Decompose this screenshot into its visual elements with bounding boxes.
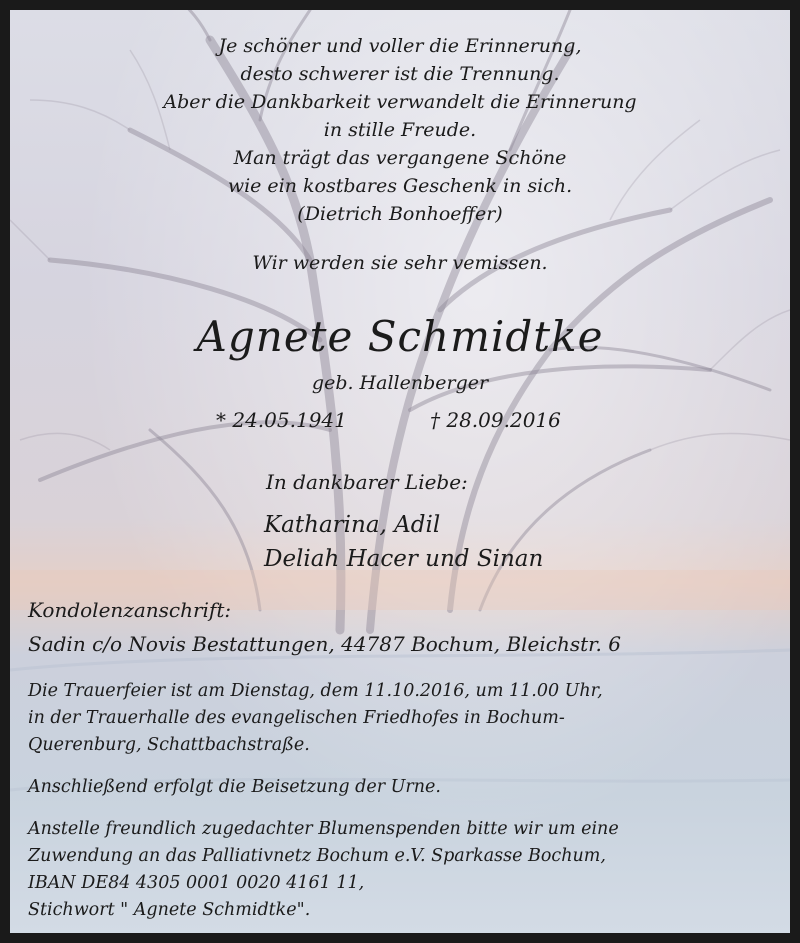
donation-line: IBAN DE84 4305 0001 0020 4161 11, xyxy=(28,873,365,893)
donation-line: Stichwort " Agnete Schmidtke". xyxy=(28,900,311,920)
funeral-line: Querenburg, Schattbachstraße. xyxy=(28,735,310,755)
condolence-address: Sadin c/o Novis Bestattungen, 44787 Bochum, Bleichstr. 6 xyxy=(28,632,621,656)
funeral-line: in der Trauerhalle des evangelischen Friedhofes in Bochum- xyxy=(28,708,565,728)
maiden-name: geb. Hallenberger xyxy=(311,372,489,394)
love-label: In dankbarer Liebe: xyxy=(266,470,468,494)
deceased-name: Agnete Schmidtke xyxy=(196,312,604,361)
burial-text: Anschließend erfolgt die Beisetzung der Urne. xyxy=(28,777,441,797)
funeral-line: Die Trauerfeier ist am Dienstag, dem 11.10.2016, um 11.00 Uhr, xyxy=(28,681,603,701)
donation-line: Anstelle freundlich zugedachter Blumenspenden bitte wir um eine xyxy=(28,819,619,839)
death-date: † 28.09.2016 xyxy=(430,408,561,432)
poem-line: wie ein kostbares Geschenk in sich. xyxy=(227,175,573,197)
family-line: Deliah Hacer und Sinan xyxy=(264,546,544,572)
poem xyxy=(10,32,790,228)
birth-date: * 24.05.1941 xyxy=(216,408,347,432)
poem-line: desto schwerer ist die Trennung. xyxy=(240,63,560,85)
poem-line: in stille Freude. xyxy=(323,119,477,141)
miss-text: Wir werden sie sehr vemissen. xyxy=(252,252,548,274)
poem-line: Je schöner und voller die Erinnerung, xyxy=(218,35,582,57)
poem-line: Man trägt das vergangene Schöne xyxy=(233,147,567,169)
obituary-card xyxy=(10,10,790,933)
condolence-label: Kondolenzanschrift: xyxy=(28,598,232,622)
family-line: Katharina, Adil xyxy=(264,512,441,538)
poem-attribution: (Dietrich Bonhoeffer) xyxy=(297,203,503,225)
poem-line: Aber die Dankbarkeit verwandelt die Erinnerung xyxy=(163,91,637,113)
donation-line: Zuwendung an das Palliativnetz Bochum e.V. Sparkasse Bochum, xyxy=(28,846,606,866)
